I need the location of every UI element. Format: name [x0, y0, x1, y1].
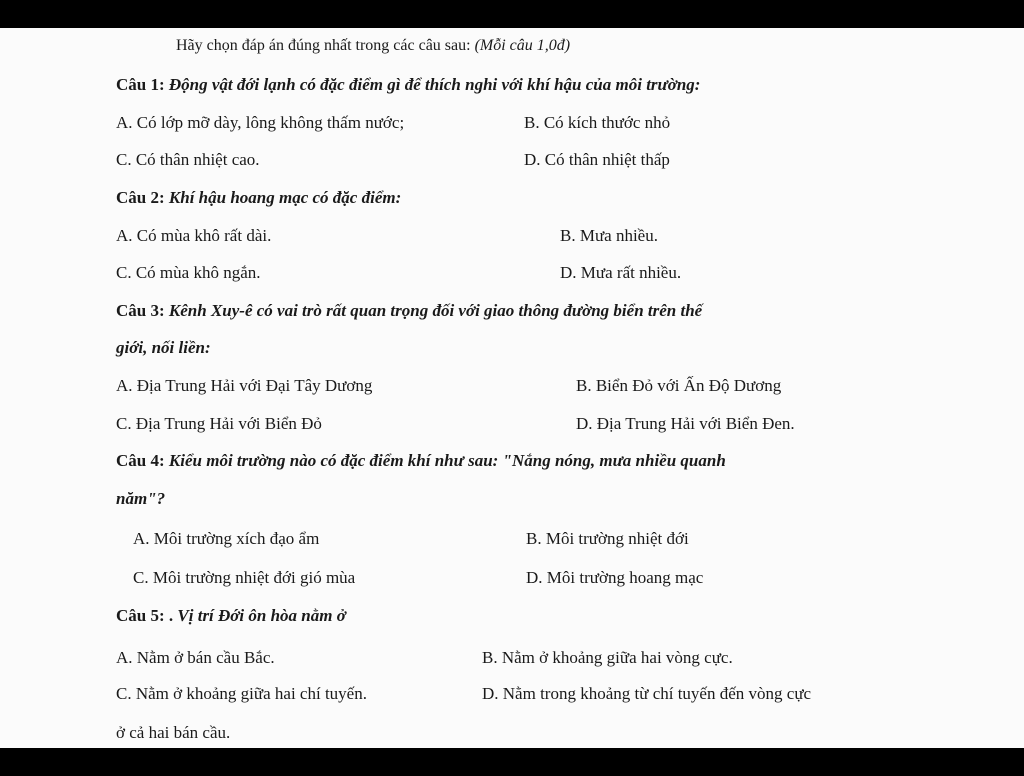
question-5 — [116, 606, 346, 626]
question-label: Câu 2: — [116, 188, 169, 207]
question-label: Câu 4: — [116, 451, 169, 470]
q3-option-b: B. Biển Đỏ với Ấn Độ Dương — [576, 376, 782, 395]
q1-option-b: B. Có kích thước nhỏ — [524, 113, 671, 132]
instruction-text: Hãy chọn đáp án đúng nhất trong các câu sau: — [176, 37, 475, 54]
question-text: Kênh Xuy-ê có vai trò rất quan trọng đối với giao thông đường biển trên thế — [168, 301, 703, 320]
question-4-cont — [116, 489, 165, 509]
q4-option-a: A. Môi trường xích đạo ẩm — [133, 529, 320, 548]
question-text: Động vật đới lạnh có đặc điểm gì để thích nghi với khí hậu của môi trường: — [168, 75, 701, 94]
question-3-cont — [116, 338, 211, 358]
q3-option-d: D. Địa Trung Hải với Biển Đen. — [576, 414, 795, 433]
question-text-cont: giới, nối liền: — [116, 338, 211, 357]
q4-option-b: B. Môi trường nhiệt đới — [526, 529, 689, 548]
q5-option-d: D. Nằm trong khoảng từ chí tuyến đến vòng cực — [482, 684, 812, 703]
question-3 — [116, 301, 702, 321]
q5-option-b: B. Nằm ở khoảng giữa hai vòng cực. — [482, 648, 733, 667]
q2-option-c: C. Có mùa khô ngắn. — [116, 263, 261, 282]
question-label: Câu 3: — [116, 301, 169, 320]
question-text: Vị trí Đới ôn hòa nằm ở — [177, 606, 346, 625]
q2-option-a: A. Có mùa khô rất dài. — [116, 226, 272, 245]
question-2 — [116, 188, 401, 208]
question-text: Khí hậu hoang mạc có đặc điểm: — [168, 188, 402, 207]
q1-option-d: D. Có thân nhiệt thấp — [524, 150, 670, 169]
document-page — [0, 28, 1024, 748]
q3-option-a: A. Địa Trung Hải với Đại Tây Dương — [116, 376, 373, 395]
question-text: Kiểu môi trường nào có đặc điểm khí như sau: "Nắng nóng, mưa nhiều quanh — [168, 451, 726, 470]
q4-option-d: D. Môi trường hoang mạc — [526, 568, 704, 587]
q5-option-a: A. Nằm ở bán cầu Bắc. — [116, 648, 275, 667]
q5-option-d-cont: ở cả hai bán cầu. — [116, 723, 231, 742]
question-1 — [116, 75, 700, 95]
q3-option-c: C. Địa Trung Hải với Biển Đỏ — [116, 414, 322, 433]
question-4 — [116, 451, 726, 471]
instruction — [176, 36, 570, 56]
question-text-cont: năm"? — [116, 489, 166, 508]
q1-option-c: C. Có thân nhiệt cao. — [116, 150, 260, 169]
q2-option-d: D. Mưa rất nhiều. — [560, 263, 682, 282]
question-label: Câu 5: . — [116, 606, 178, 625]
q4-option-c: C. Môi trường nhiệt đới gió mùa — [133, 568, 356, 587]
question-label: Câu 1: — [116, 75, 169, 94]
q2-option-b: B. Mưa nhiều. — [560, 226, 658, 245]
q1-option-a: A. Có lớp mỡ dày, lông không thấm nước; — [116, 113, 405, 132]
instruction-note: (Mỗi câu 1,0đ) — [474, 37, 571, 54]
q5-option-c: C. Nằm ở khoảng giữa hai chí tuyến. — [116, 684, 367, 703]
